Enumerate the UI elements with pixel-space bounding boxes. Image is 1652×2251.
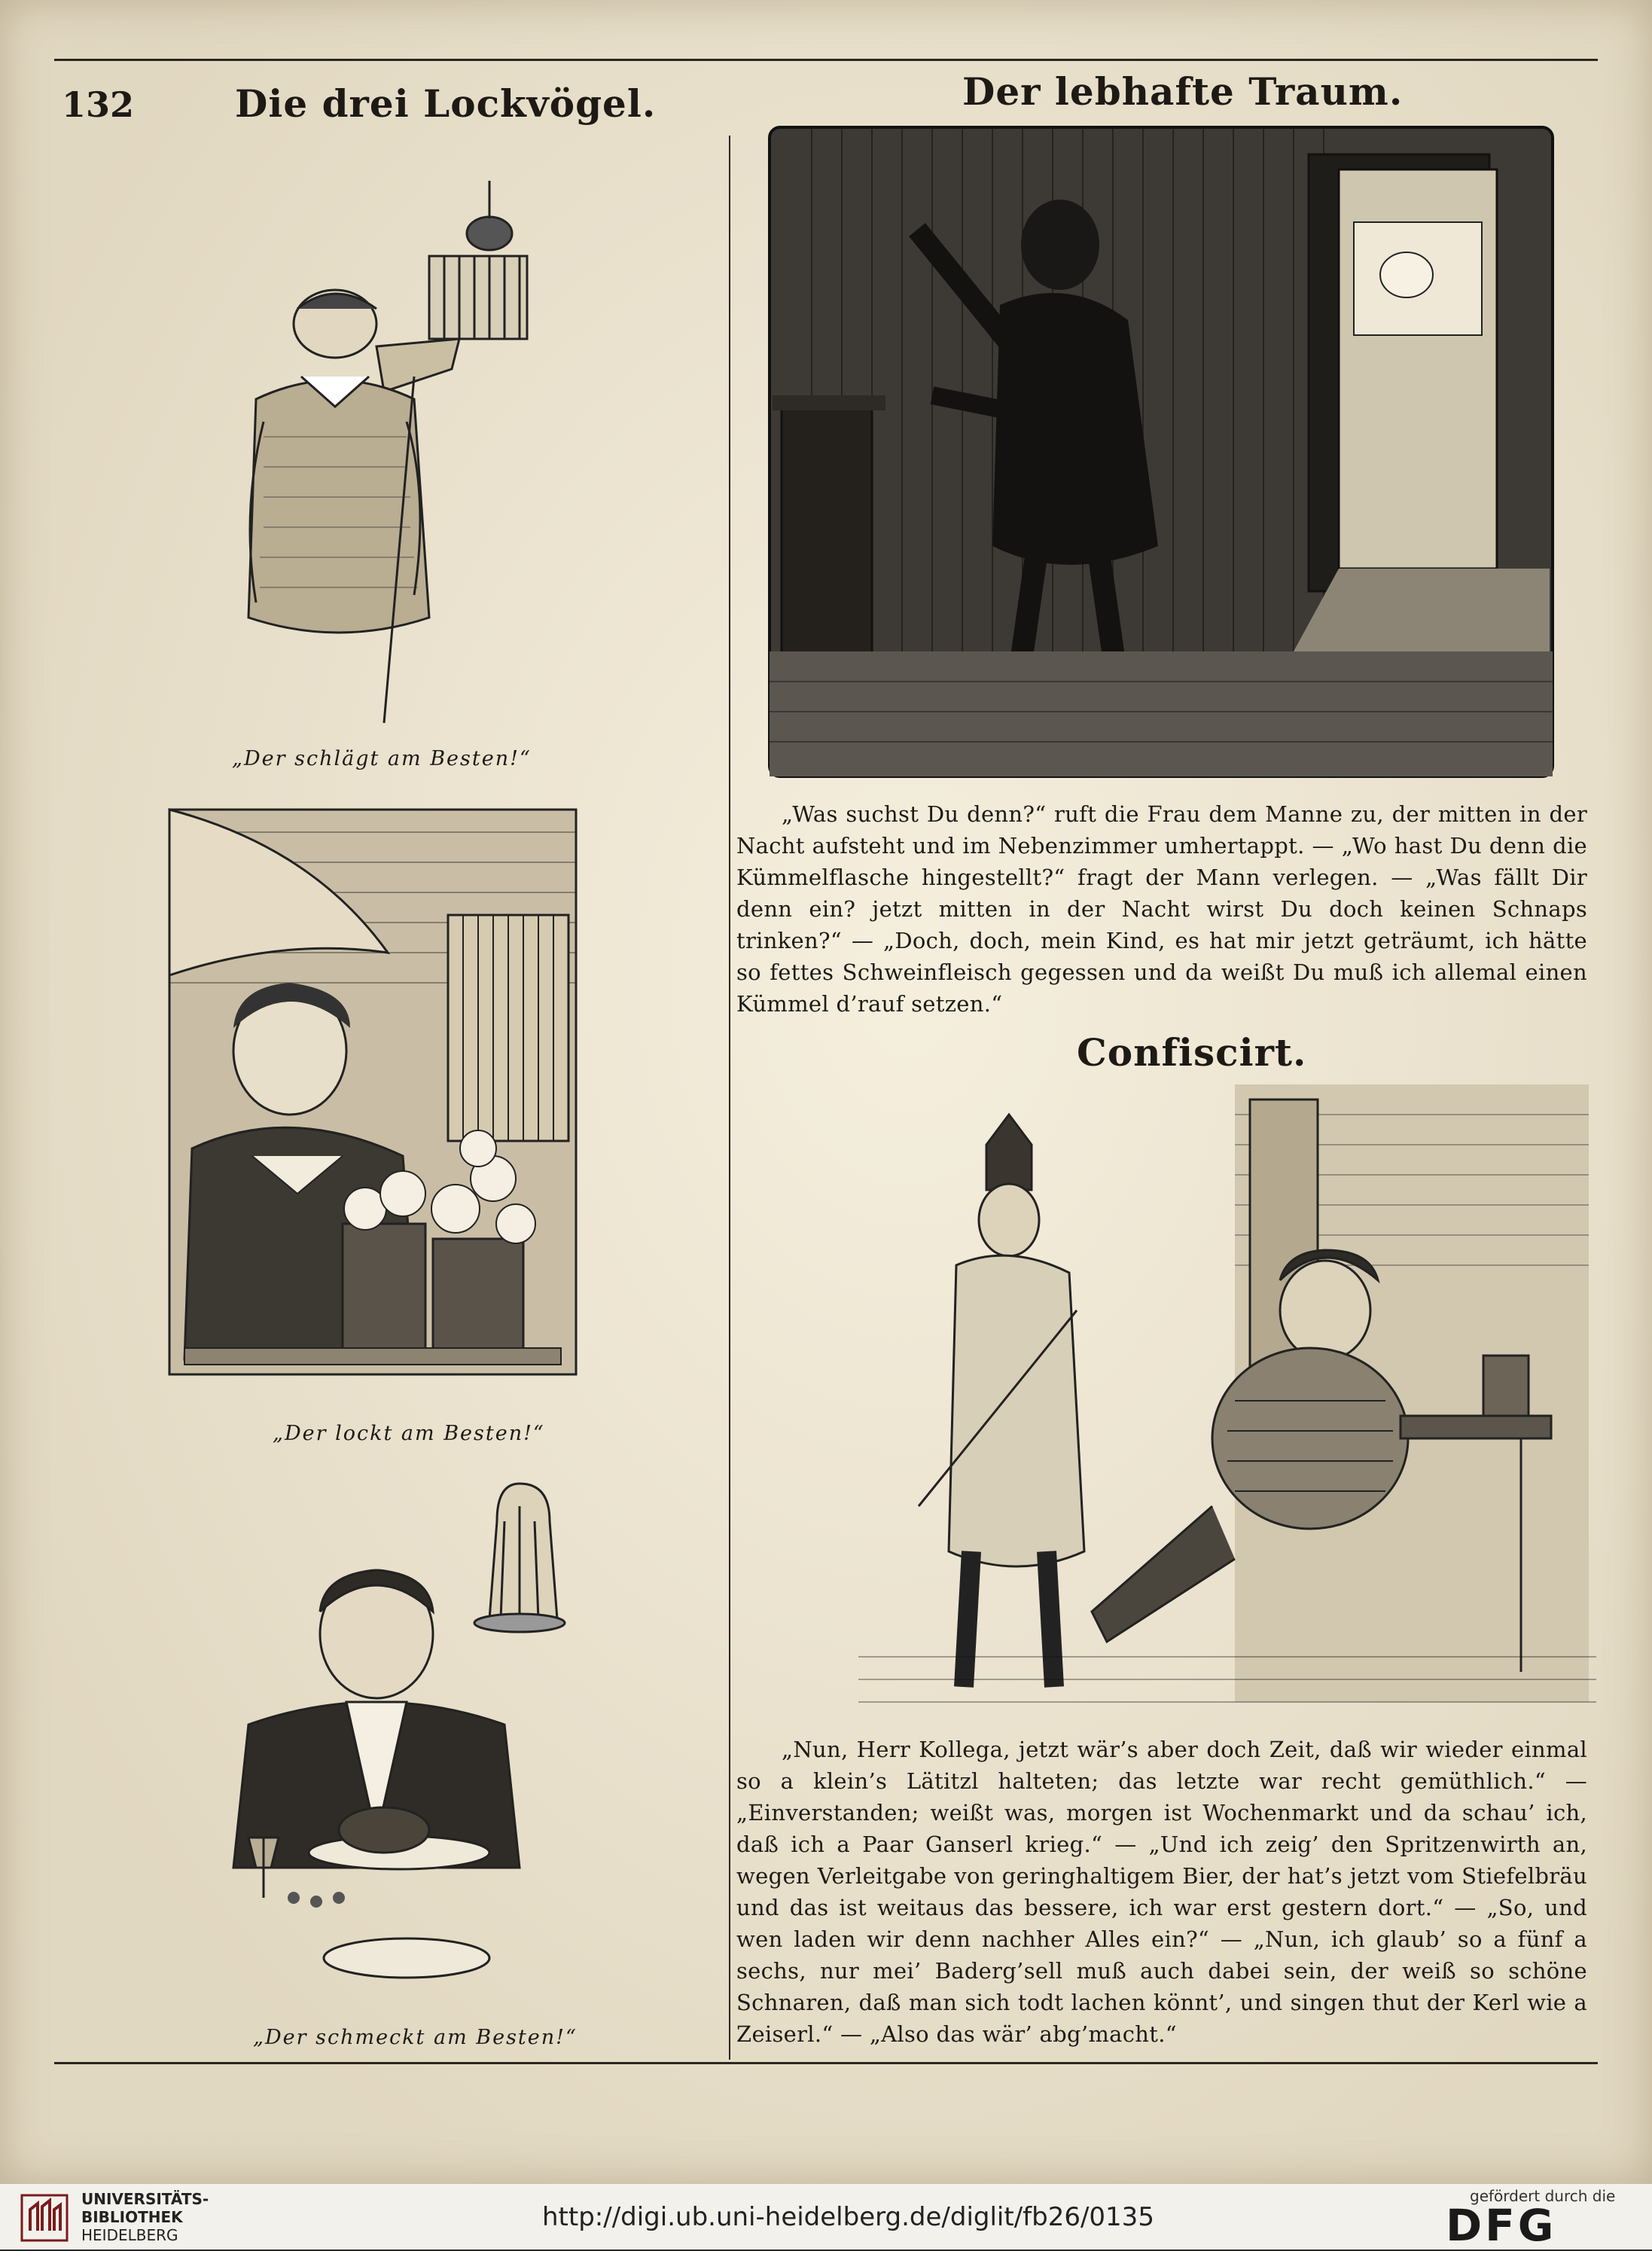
library-name-line-1: UNIVERSITÄTS- — [81, 2190, 209, 2208]
caption-3: „Der schmeckt am Besten!“ — [253, 2026, 578, 2049]
confiscirt-title: Confiscirt. — [1077, 1030, 1307, 1075]
caption-2: „Der lockt am Besten!“ — [273, 1422, 545, 1445]
digitization-footer — [0, 2184, 1652, 2249]
library-name — [81, 2190, 209, 2244]
traum-paragraph: „Was suchst Du denn?“ ruft die Frau dem Manne zu, der mitten in der Nacht aufsteht und im Nebenzimmer umhertappt. — „Wo hast Du denn die Kümmelflasche hingestellt?“ fragt der Mann verlegen. — „Was fällt Dir denn ein? jetzt mitten in der Nacht wirst Du doch keinen Schnaps trinken?“ — „Doch, doch, mein Kind, es hat mir jetzt geträumt, ich hätte so fettes Schweinfleisch gegessen und da weißt Du muß ich allemal einen Kümmel d’rauf setzen.“ — [736, 801, 1587, 1017]
left-column-title: Die drei Lockvögel. — [235, 81, 657, 126]
dfg-logo: DFG — [1446, 2200, 1557, 2251]
illustration-man-with-birdcage — [188, 151, 610, 738]
traum-story-text — [736, 798, 1587, 1020]
page-number: 132 — [62, 84, 135, 125]
confiscirt-text — [736, 1734, 1587, 2050]
top-rule — [54, 59, 1598, 61]
caption-1: „Der schlägt am Besten!“ — [232, 747, 532, 770]
source-url-link[interactable]: http://digi.ub.uni-heidelberg.de/diglit/fb26/0135 — [542, 2202, 1154, 2232]
illustration-night-scene — [767, 124, 1556, 779]
illustration-man-eating — [203, 1476, 595, 2003]
university-seal-icon — [20, 2193, 69, 2243]
library-name-line-2: BIBLIOTHEK — [81, 2208, 183, 2226]
right-column-title: Der lebhafte Traum. — [962, 69, 1404, 114]
illustration-confiscirt-scene — [858, 1084, 1604, 1732]
column-rule — [729, 136, 730, 2060]
bottom-rule — [54, 2062, 1598, 2064]
illustration-woman-with-flowers — [162, 802, 584, 1382]
library-name-line-3: HEIDELBERG — [81, 2226, 178, 2244]
funded-by-label: gefördert durch die — [1470, 2187, 1616, 2205]
confiscirt-paragraph: „Nun, Herr Kollega, jetzt wär’s aber doch Zeit, daß wir wieder einmal so a klein’s Lätitzl halteten; das letzte war recht gemüthlich.“ — „Einverstanden; weißt was, morgen ist Wochenmarkt und da schau’ ich, daß ich a Paar Ganserl krieg.“ — „Und ich zeig’ den Spritzenwirth an, wegen Verleitgabe von geringhaltigem Bier, der hat’s jetzt vom Stiefelbräu und das ist weitaus das bessere, ich war erst gestern dort.“ — „So, und wen laden wir denn nachher Alles ein?“ — „Nun, ich glaub’ so a fünf a sechs, nur mei’ Baderg’sell muß auch dabei sein, der weiß so schöne Schnaren, daß man sich todt lachen könnt’, und singen thut der Kerl wie a Zeiserl.“ — „Also das wär’ abg’macht.“ — [736, 1737, 1587, 2047]
